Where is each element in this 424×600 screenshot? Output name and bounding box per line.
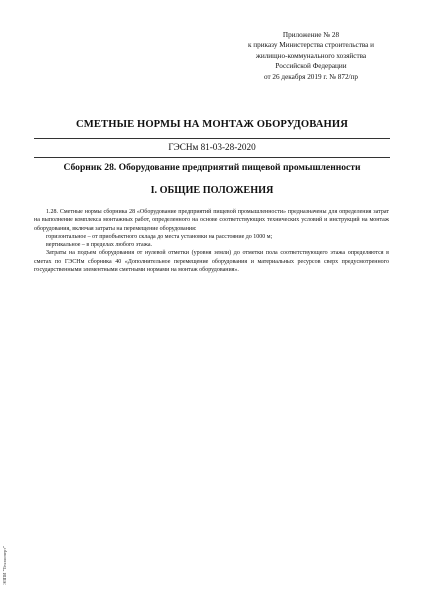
appendix-line: от 26 декабря 2019 г. № 872/пр xyxy=(264,72,358,81)
appendix-line: Приложение № 28 xyxy=(282,31,340,39)
norm-code: ГЭСНм 81-03-28-2020 xyxy=(168,142,256,152)
side-watermark: ЭЛПИ "Техэксперт" xyxy=(2,545,7,585)
collection-title: Сборник 28. Оборудование предприятий пищевой промышленности xyxy=(63,162,361,173)
document-title: СМЕТНЫЕ НОРМЫ НА МОНТАЖ ОБОРУДОВАНИЯ xyxy=(76,119,348,130)
list-item: горизонтальное – от приобъектного склада до места установки на расстояние до 1000 м; xyxy=(46,233,273,240)
paragraph: Затраты на подъем оборудования от нулевой отметки (уровня земли) до отметки пола соответствующего этажа определяются в сметах по ГЭСНм сборника 40 «Дополнительное перемещение оборудования и материальных ресурсов сверх предусмотренного государственными элементными сметными нормами на монтаж оборудования». xyxy=(34,250,389,274)
divider xyxy=(34,157,390,158)
section-heading: I. ОБЩИЕ ПОЛОЖЕНИЯ xyxy=(150,185,274,196)
appendix-line: Российской Федерации xyxy=(275,62,347,71)
appendix-line: жилищно-коммунального хозяйства xyxy=(255,51,367,60)
appendix-line: к приказу Министерства строительства и xyxy=(247,41,374,50)
appendix-block xyxy=(226,30,396,82)
paragraph: 1.28. Сметные нормы сборника 28 «Оборудование предприятий пищевой промышленности» предназначены для определения затрат на выполнение комплекса монтажных работ, определенного на основе соответствующих технических условий и инструкций на монтаж оборудования, включая затраты на перемещение оборудования: xyxy=(34,209,389,232)
list-item: вертикальное – в пределах любого этажа. xyxy=(46,242,153,249)
divider xyxy=(34,138,390,139)
body-text xyxy=(34,208,389,274)
